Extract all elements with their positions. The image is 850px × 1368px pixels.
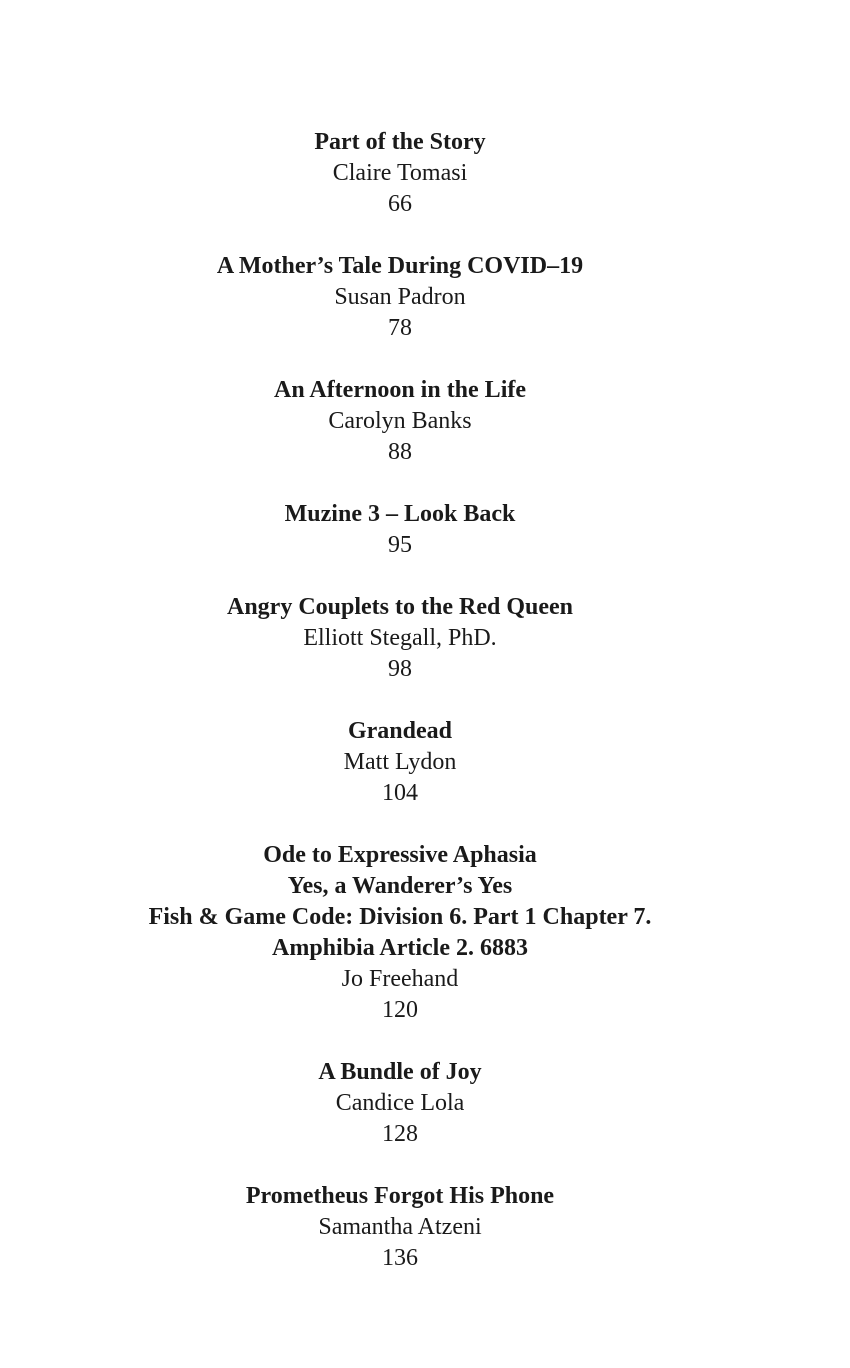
toc-entry [0,375,800,468]
entry-title[interactable]: Ode to Expressive Aphasia [263,842,537,868]
entry-title[interactable]: Muzine 3 – Look Back [284,501,516,527]
entry-page-number: 88 [388,439,412,465]
toc-entry [0,251,800,344]
entry-title[interactable]: Grandead [347,718,452,744]
toc-entry [0,499,800,561]
entry-author: Matt Lydon [343,749,457,775]
entry-title[interactable]: Amphibia Article 2. 6883 [272,935,528,961]
entry-page-number: 78 [388,315,412,341]
entry-page-number: 128 [382,1121,418,1147]
toc-entry [0,1181,800,1274]
entry-page-number: 120 [382,997,418,1023]
entry-page-number: 98 [388,656,412,682]
entry-page-number: 95 [388,532,412,558]
toc-entry [0,716,800,809]
entry-page-number: 104 [382,780,418,806]
entry-title[interactable]: A Bundle of Joy [318,1059,482,1085]
toc-entry [0,592,800,685]
entry-title[interactable]: Fish & Game Code: Division 6. Part 1 Chapter 7. [148,904,652,930]
entry-title[interactable]: Prometheus Forgot His Phone [245,1183,555,1209]
entry-author: Samantha Atzeni [318,1214,482,1240]
entry-title[interactable]: Part of the Story [314,129,486,155]
table-of-contents [0,127,800,1305]
entry-author: Candice Lola [335,1090,465,1116]
entry-author: Carolyn Banks [328,408,472,434]
entry-author: Susan Padron [334,284,466,310]
toc-entry [0,1057,800,1150]
entry-author: Elliott Stegall, PhD. [303,625,497,651]
entry-title[interactable]: An Afternoon in the Life [274,377,526,403]
entry-title[interactable]: Angry Couplets to the Red Queen [227,594,573,620]
entry-author: Claire Tomasi [332,160,468,186]
entry-title[interactable]: A Mother’s Tale During COVID–19 [216,253,584,279]
entry-author: Jo Freehand [341,966,459,992]
entry-page-number: 66 [388,191,412,217]
entry-page-number: 136 [382,1245,418,1271]
entry-title[interactable]: Yes, a Wanderer’s Yes [287,873,513,899]
toc-entry [0,840,800,1026]
toc-entry [0,127,800,220]
